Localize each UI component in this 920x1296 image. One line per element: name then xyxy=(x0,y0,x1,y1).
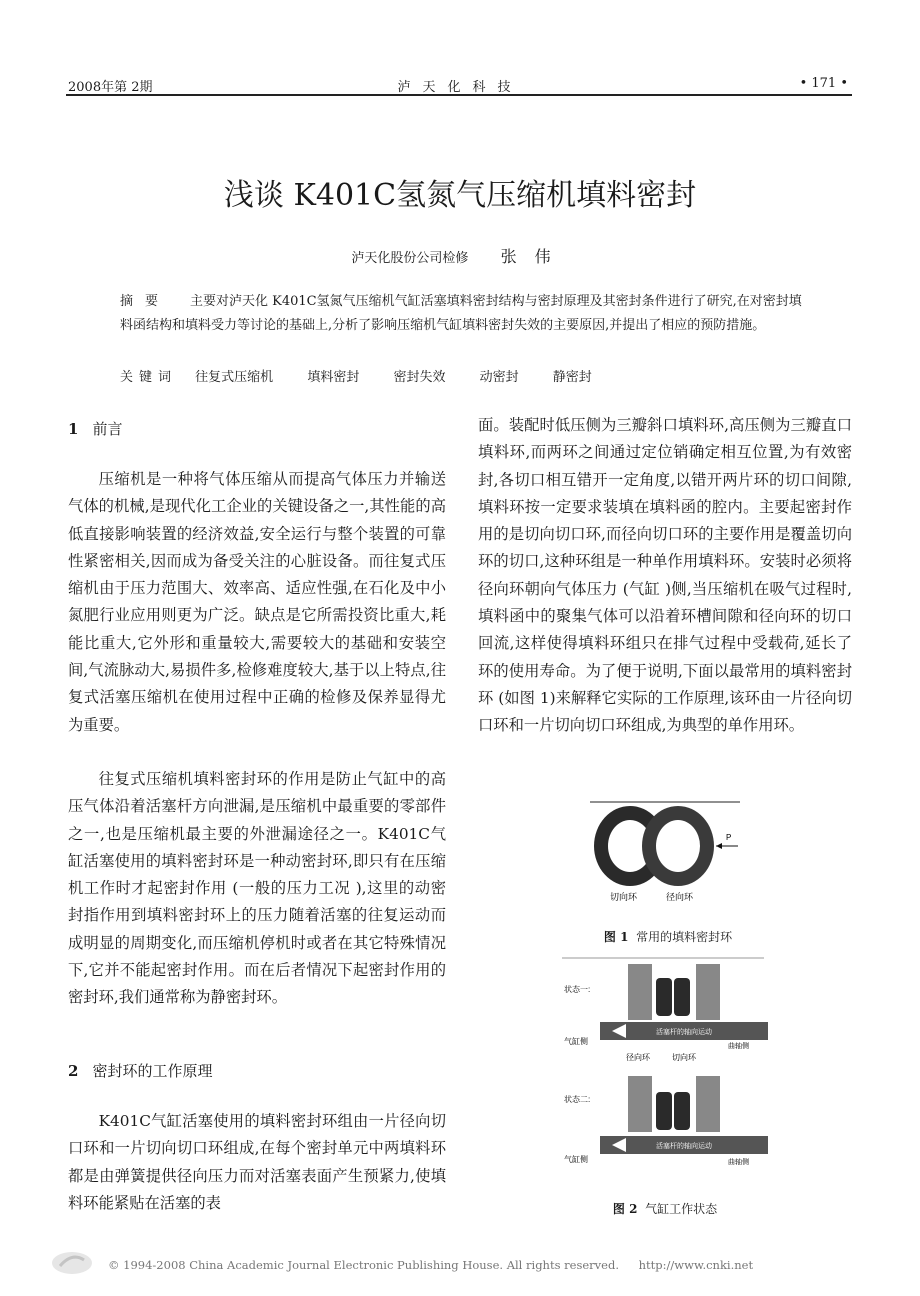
keyword: 密封失效 xyxy=(393,370,446,385)
state-2-label: 状态二: xyxy=(564,1095,591,1104)
keyword: 静密封 xyxy=(552,370,592,385)
paragraph-principle-2: 面。装配时低压侧为三瓣斜口填料环,高压侧为三瓣直口填料环,而两环之间通过定位销确定相互位置,为有效密封,各切口相互错开一定角度,以错开两片环的切口间隙,填料环按一定要求装填在填料函的腔内。主要起密封作用的是切向切口环,而径向切口环的主要作用是覆盖切向环的切口,这种环组是一种单作用填料环。安装时必须将径向环朝向气体压力 (气缸 )侧,当压缩机在吸气过程时,填料函中的聚集气体可以沿着环槽间隙和径向环的切口回流,这样使得填料环组只在排气过程中受载荷,延长了环的使用寿命。为了便于说明,下面以最常用的填料密封环 (如图 1)来解释它实际的工作原理,该环由一片径向切口环和一片切向切口环组成,为典型的单作用环。 xyxy=(478,416,852,735)
article-title: 浅谈 K401C氢氮气压缩机填料密封 xyxy=(223,178,697,213)
tangential-ring-1 xyxy=(674,978,690,1016)
cylinder-side-label-1: 气缸侧 xyxy=(564,1037,588,1046)
figure-2-caption xyxy=(560,1200,770,1217)
figure-2-cylinder-states xyxy=(560,950,770,1182)
abstract xyxy=(120,290,804,337)
section-number: 1 xyxy=(68,420,79,438)
header-rule xyxy=(66,94,852,96)
radial-ring-label: 径向环 xyxy=(666,892,694,902)
figure-1-caption xyxy=(588,928,748,945)
section-title: 前言 xyxy=(92,420,123,438)
tangential-ring-label: 切向环 xyxy=(672,1053,696,1062)
pressure-arrowhead xyxy=(716,843,722,849)
section-number: 2 xyxy=(68,1062,79,1080)
paragraph-intro-2: 往复式压缩机填料密封环的作用是防止气缸中的高压气体沿着活塞杆方向泄漏,是压缩机中最重要的零部件之一,也是压缩机最主要的外泄漏途径之一。K401C气缸活塞使用的填料密封环是一种动密封环,即只有在压缩机工作时才起密封作用 (一般的压力工况 ),这里的动密封指作用到填料密封环上的压力随着活塞的往复运动而成明显的周期变化,而压缩机停机时或者在其它特殊情况下,它并不能起密封作用。而在后者情况下起密封作用的密封环,我们通常称为静密封环。 xyxy=(68,770,446,1007)
header-page-number: • 171 • xyxy=(799,76,848,91)
figure-1-caption-text: 常用的填料密封环 xyxy=(636,930,733,944)
figure-2-number: 图 2 xyxy=(612,1202,638,1216)
crank-side-label-2: 曲轴侧 xyxy=(728,1159,749,1166)
tangential-ring-2 xyxy=(674,1092,690,1130)
byline xyxy=(0,244,920,267)
radial-ring-bore xyxy=(656,820,700,872)
author: 张伟 xyxy=(500,247,569,266)
footer-copyright: © 1994-2008 China Academic Journal Electronic Publishing House. All rights reserved. xyxy=(108,1258,619,1272)
footer-url: http://www.cnki.net xyxy=(638,1258,754,1272)
figure-1-packing-rings xyxy=(588,800,748,908)
state-1-label: 状态一: xyxy=(564,985,591,994)
radial-ring-label: 径向环 xyxy=(626,1053,650,1062)
logo-ellipse xyxy=(52,1252,92,1274)
gland-housing-left-1 xyxy=(628,964,652,1020)
rod-motion-label-1: 活塞杆的轴向运动 xyxy=(656,1029,712,1036)
header-issue: 2008年第 2期 xyxy=(68,80,153,95)
section-heading-2 xyxy=(68,1060,212,1081)
cylinder-side-label-2: 气缸侧 xyxy=(564,1155,588,1164)
keyword: 往复式压缩机 xyxy=(195,370,274,385)
paragraph-intro-1: 压缩机是一种将气体压缩从而提高气体压力并输送气体的机械,是现代化工企业的关键设备之一,其性能的高低直接影响装置的经济效益,安全运行与整个装置的可靠性紧密相关,因而成为备受关注的心脏设备。而往复式压缩机由于压力范围大、效率高、适应性强,在石化及中小氮肥行业应用则更为广泛。缺点是它所需投资比重大,耗能比重大,它外形和重量较大,需要较大的基础和安装空间,气流脉动大,易损件多,检修难度较大,基于以上特点,往复式活塞压缩机在使用过程中正确的检修及保养显得尤为重要。 xyxy=(68,470,446,734)
keywords xyxy=(120,366,622,385)
radial-ring-2 xyxy=(656,1092,672,1130)
gland-housing-right-2 xyxy=(696,1076,720,1132)
paragraph-principle-1: K401C气缸活塞使用的填料密封环组由一片径向切口环和一片切向切口环组成,在每个密封单元中两填料环都是由弹簧提供径向压力而对活塞表面产生预紧力,使填料环能紧贴在活塞的表 xyxy=(68,1112,446,1212)
header-journal: 泸天化科技 xyxy=(397,80,523,95)
footer xyxy=(108,1258,753,1272)
rod-motion-label-2: 活塞杆的轴向运动 xyxy=(656,1143,712,1150)
tangential-ring-label: 切向环 xyxy=(610,892,638,902)
figure-2-caption-text: 气缸工作状态 xyxy=(645,1202,718,1216)
radial-ring-1 xyxy=(656,978,672,1016)
section-title: 密封环的工作原理 xyxy=(92,1062,213,1080)
section-heading-1 xyxy=(68,418,122,439)
keywords-label: 关键词 xyxy=(120,370,178,385)
pressure-label: P xyxy=(726,833,732,842)
crank-side-label-1: 曲轴侧 xyxy=(728,1043,749,1050)
abstract-label: 摘要 xyxy=(120,294,171,309)
gland-housing-right-1 xyxy=(696,964,720,1020)
cnki-logo-icon xyxy=(48,1248,96,1278)
abstract-text: 主要对泸天化 K401C氢氮气压缩机气缸活塞填料密封结构与密封原理及其密封条件进行了研究,在对密封填料函结构和填料受力等讨论的基础上,分析了影响压缩机气缸填料密封失效的主要原因,并提出了相应的预防措施。 xyxy=(120,294,802,333)
keyword: 动密封 xyxy=(479,370,519,385)
affiliation: 泸天化股份公司检修 xyxy=(351,251,469,266)
figure-1-number: 图 1 xyxy=(603,930,629,944)
gland-housing-left-2 xyxy=(628,1076,652,1132)
keyword: 填料密封 xyxy=(307,370,360,385)
